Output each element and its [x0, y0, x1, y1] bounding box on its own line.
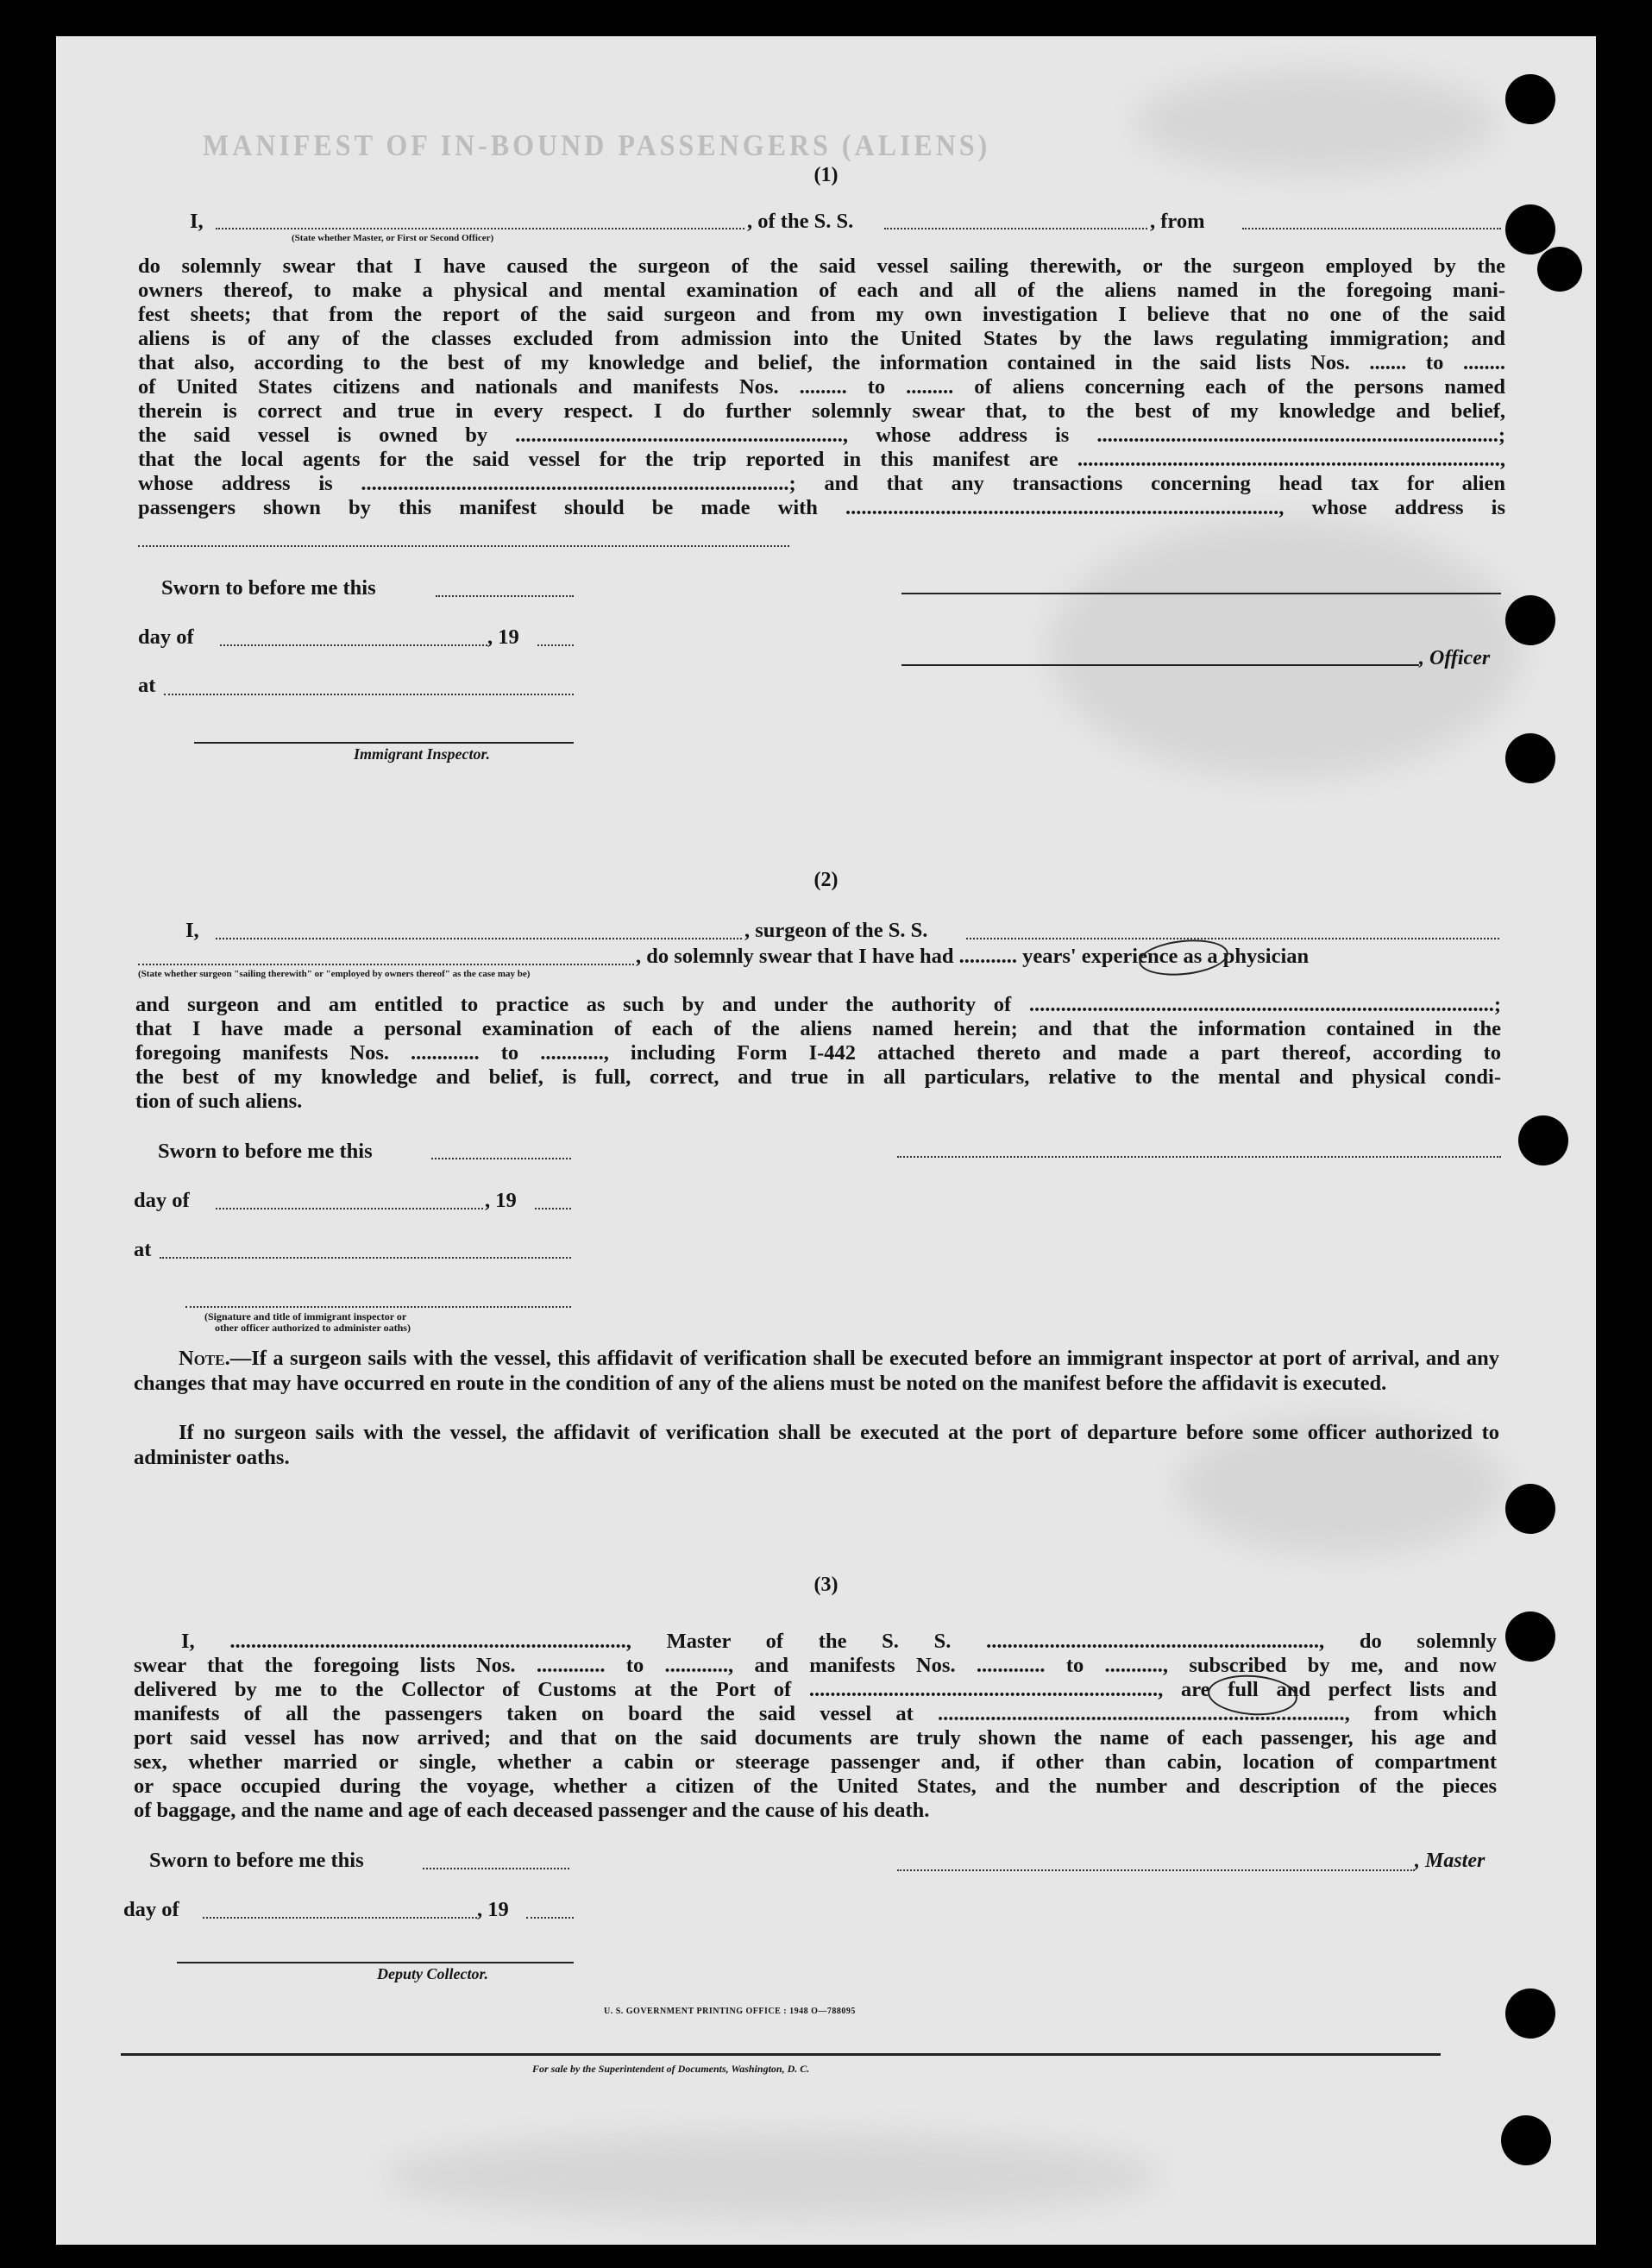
s2-line: that I have made a personal examination of each of the aliens named herein; and that the information contained in the: [135, 1017, 1501, 1040]
s1-from-field[interactable]: [1242, 228, 1501, 229]
surgeon-status-hint: (State whether surgeon "sailing therewith" or "employed by owners thereof" as the case may be): [138, 969, 531, 979]
s1-of-ss-label: , of the S. S.: [747, 210, 854, 233]
s2-sworn-date-field[interactable]: [431, 1158, 571, 1159]
binder-hole: [1518, 1115, 1568, 1165]
s3-line: sex, whether married or single, whether a cabin or steerage passenger and, if other than cabin, location of compartment: [134, 1750, 1497, 1774]
s1-line: owners thereof, to make a physical and mental examination of each and all of the aliens named in the foregoing mani-: [138, 279, 1505, 302]
signature-hint-line-1: (Signature and title of immigrant inspector or: [204, 1310, 407, 1322]
s2-month-field[interactable]: [216, 1208, 483, 1209]
s3-sworn-date-field[interactable]: [423, 1868, 569, 1869]
s1-line: aliens is of any of the classes excluded from admission into the United States by the laws regulating immigration; and: [138, 327, 1505, 350]
binder-hole: [1505, 1988, 1555, 2039]
s2-year-field[interactable]: [535, 1208, 571, 1209]
form-page: [56, 36, 1596, 2245]
note-text: —If a surgeon sails with the vessel, this affidavit of verification shall be executed before an immigrant inspector at port of arrival, and any changes that may have occurred en route in the condition of any of the aliens must be noted on the manifest before the affidavit is executed.: [134, 1347, 1499, 1395]
binder-hole: [1505, 595, 1555, 645]
s1-day-of-label: day of: [138, 625, 194, 649]
surgeon-name-field[interactable]: [216, 938, 742, 939]
s2-line: the best of my knowledge and belief, is full, correct, and true in all particulars, relative to the mental and physical condi-: [135, 1065, 1501, 1089]
note-paragraph: [134, 1346, 1499, 1396]
s1-i-label: I,: [190, 210, 204, 233]
s3-line: swear that the foregoing lists Nos. ............. to ............, and manifests Nos. ............. to ..........., subscribed by me, and now: [134, 1654, 1497, 1677]
s1-officer-signature-line[interactable]: [901, 593, 1501, 594]
officer-rank-hint: (State whether Master, or First or Second Officer): [292, 233, 494, 243]
s1-line: of United States citizens and nationals and manifests Nos. ......... to ......... of aliens concerning each of the persons named: [138, 375, 1505, 399]
s2-inspector-signature-line[interactable]: [185, 1306, 571, 1308]
s1-line: the said vessel is owned by .............................................................., whose address is ............................................................................;: [138, 424, 1505, 447]
binder-hole: [1505, 74, 1555, 124]
no-surgeon-paragraph: If no surgeon sails with the vessel, the affidavit of verification shall be executed at the port of departure before some officer authorized to administer oaths.: [134, 1421, 1499, 1469]
s2-line: tion of such aliens.: [135, 1090, 303, 1113]
for-sale-notice: For sale by the Superintendent of Documents, Washington, D. C.: [532, 2063, 810, 2075]
s3-year-label: , 19: [477, 1898, 509, 1921]
binder-hole: [1501, 2115, 1551, 2165]
s1-year-field[interactable]: [537, 644, 574, 646]
inspector-signature-line[interactable]: [194, 742, 574, 744]
s1-line: whose address is .................................................................................; and that any transactions concerning head tax for alien: [138, 472, 1505, 495]
footer-rule: [121, 2053, 1441, 2056]
s2-vessel-name-field[interactable]: [966, 938, 1499, 939]
s1-sworn-date-field[interactable]: [436, 595, 574, 597]
binder-hole: [1505, 204, 1555, 254]
binder-hole: [1537, 247, 1582, 292]
s2-day-of-label: day of: [134, 1189, 190, 1212]
master-signature-line[interactable]: [897, 1869, 1415, 1871]
s3-line: I, ..........................................................................., Master of the S. S. ..............................................................., do solemnly: [181, 1630, 1497, 1653]
s3-line: port said vessel has now arrived; and that on the said documents are truly shown the name of each passenger, his age and: [134, 1726, 1497, 1750]
s3-line: delivered by me to the Collector of Customs at the Port of .................................................................., are full and perfect lists and: [134, 1678, 1497, 1701]
s2-at-label: at: [134, 1238, 152, 1261]
s2-line: and surgeon and am entitled to practice as such by and under the authority of ........................................................................................;: [135, 993, 1501, 1016]
officer-name-field[interactable]: [216, 228, 744, 229]
s3-line: or space occupied during the voyage, whether a citizen of the United States, and the number and description of the pieces: [134, 1775, 1497, 1798]
s3-month-field[interactable]: [203, 1917, 477, 1919]
s1-at-label: at: [138, 674, 156, 697]
agent-address-field[interactable]: [138, 545, 789, 547]
section-2-number: (2): [813, 869, 839, 891]
deputy-collector-caption: Deputy Collector.: [377, 1965, 488, 1982]
s1-year-label: , 19: [487, 625, 519, 649]
section-3-number: (3): [813, 1574, 839, 1596]
bleed-through-title: MANIFEST OF IN-BOUND PASSENGERS (ALIENS): [203, 128, 991, 162]
signature-hint-line-2: other officer authorized to administer oaths): [215, 1322, 411, 1334]
handwritten-circle-mark: [1137, 936, 1230, 980]
s1-line: fest sheets; that from the report of the said surgeon and from my own investigation I believe that no one of the said: [138, 303, 1505, 326]
s1-line: do solemnly swear that I have caused the surgeon of the said vessel sailing therewith, or the surgeon employed by the: [138, 254, 1505, 278]
s1-month-field[interactable]: [220, 644, 487, 646]
s2-at-field[interactable]: [160, 1257, 571, 1259]
s3-line: manifests of all the passengers taken on board the said vessel at ............................................................................., from which: [134, 1702, 1497, 1725]
binder-hole: [1505, 1611, 1555, 1662]
s2-i-label: I,: [185, 919, 199, 942]
s3-year-field[interactable]: [526, 1917, 574, 1919]
s1-line: passengers shown by this manifest should be made with .................................................................................., whose address is: [138, 496, 1505, 519]
s1-officer-title-line[interactable]: [901, 664, 1419, 666]
s3-line: of baggage, and the name and age of each deceased passenger and the cause of his death.: [134, 1799, 930, 1822]
s2-line: foregoing manifests Nos. ............. to ............, including Form I-442 attached thereto and made a part thereof, according to: [135, 1041, 1501, 1065]
immigrant-inspector-caption: Immigrant Inspector.: [354, 745, 491, 763]
s1-from-label: , from: [1150, 210, 1205, 233]
note-label: Note.: [179, 1347, 230, 1370]
s3-sworn-label: Sworn to before me this: [149, 1849, 364, 1872]
binder-hole: [1505, 733, 1555, 783]
s1-line: therein is correct and true in every respect. I do further solemnly swear that, to the best of my knowledge and belief,: [138, 399, 1505, 423]
s2-year-label: , 19: [485, 1189, 517, 1212]
surgeon-status-field[interactable]: [138, 964, 634, 965]
binder-hole: [1505, 1484, 1555, 1534]
s1-vessel-name-field[interactable]: [884, 228, 1147, 229]
s2-sworn-label: Sworn to before me this: [158, 1140, 373, 1163]
s1-line: that also, according to the best of my knowledge and belief, the information contained in the said lists Nos. ....... to ........: [138, 351, 1505, 374]
s1-sworn-label: Sworn to before me this: [161, 576, 376, 600]
officer-caption: , Officer: [1419, 647, 1491, 669]
s1-at-field[interactable]: [164, 694, 574, 695]
section-1-number: (1): [813, 164, 839, 186]
printing-office-imprint: U. S. GOVERNMENT PRINTING OFFICE : 1948 O—788095: [604, 2007, 856, 2016]
s2-surgeon-of-label: , surgeon of the S. S.: [744, 919, 928, 942]
master-caption: , Master: [1415, 1850, 1486, 1872]
s2-experience-line: , do solemnly swear that I have had ........... years' experience as a physician: [636, 945, 1310, 968]
deputy-signature-line[interactable]: [177, 1962, 574, 1963]
s3-day-of-label: day of: [123, 1898, 179, 1921]
s2-surgeon-signature-line[interactable]: [897, 1156, 1501, 1158]
s1-line: that the local agents for the said vessel for the trip reported in this manifest are ................................................................................,: [138, 448, 1505, 471]
